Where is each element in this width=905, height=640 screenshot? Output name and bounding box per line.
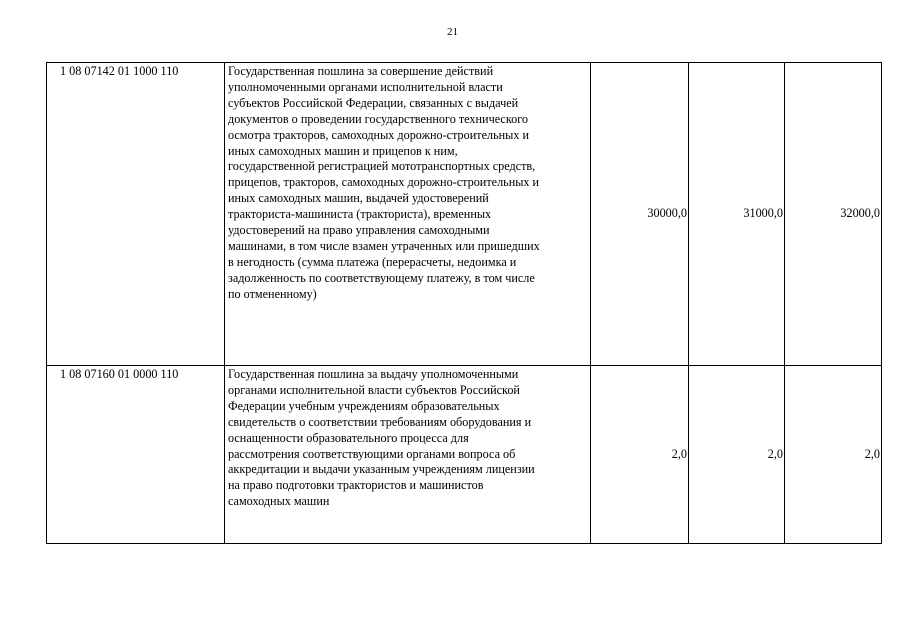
budget-code-cell: 1 08 07142 01 1000 110 bbox=[47, 63, 225, 366]
page-number: 21 bbox=[447, 26, 458, 38]
description-line: документов о проведении государственного технического bbox=[228, 111, 529, 126]
description-line: задолженность по соответствующему платежу, в том числе bbox=[228, 270, 535, 285]
description-line: свидетельств о соответствии требованиям оборудования и bbox=[228, 414, 532, 429]
value-cell-2: 2,0 bbox=[689, 366, 785, 544]
description-line: Государственная пошлина за выдачу уполномоченными bbox=[228, 367, 519, 381]
value-cell-3: 2,0 bbox=[785, 366, 882, 544]
description-line: по отмененному) bbox=[228, 286, 317, 301]
value-cell-3: 32000,0 bbox=[785, 63, 882, 366]
budget-code-cell: 1 08 07160 01 0000 110 bbox=[47, 366, 225, 544]
table-row bbox=[47, 63, 882, 366]
description-line: рассмотрения соответствующими органами вопроса об bbox=[228, 446, 516, 461]
value-cell-1: 2,0 bbox=[591, 366, 689, 544]
table-row bbox=[47, 366, 882, 544]
description-line: прицепов, тракторов, самоходных дорожно-строительных и bbox=[228, 175, 540, 190]
description-line: иных самоходных машин и прицепов к ним, bbox=[228, 143, 458, 158]
description-line: Федерации учебным учреждениям образовательных bbox=[228, 398, 500, 413]
description-line: субъектов Российской Федерации, связанных с выдачей bbox=[228, 95, 519, 110]
budget-table bbox=[46, 62, 882, 544]
value-cell-1: 30000,0 bbox=[591, 63, 689, 366]
description-cell bbox=[225, 63, 591, 366]
description-line: государственной регистрацией мототранспортных средств, bbox=[228, 159, 536, 174]
description-line: Государственная пошлина за совершение действий bbox=[228, 64, 494, 78]
value-cell-2: 31000,0 bbox=[689, 63, 785, 366]
description-line: в негодность (сумма платежа (перерасчеты, недоимка и bbox=[228, 254, 517, 269]
description-line: машинами, в том числе взамен утраченных или пришедших bbox=[228, 238, 540, 253]
description-line: осмотра тракторов, самоходных дорожно-строительных и bbox=[228, 127, 530, 142]
description-line: тракториста-машиниста (тракториста), временных bbox=[228, 207, 492, 222]
description-line: иных самоходных машин, выдачей удостоверений bbox=[228, 191, 489, 206]
description-line: на право подготовки трактористов и машинистов bbox=[228, 478, 484, 493]
description-line: самоходных машин bbox=[228, 494, 330, 509]
description-line: органами исполнительной власти субъектов Российской bbox=[228, 382, 520, 397]
description-line: аккредитации и выдачи указанным учреждениям лицензии bbox=[228, 462, 535, 477]
description-line: оснащенности образовательного процесса для bbox=[228, 430, 469, 445]
description-line: уполномоченными органами исполнительной власти bbox=[228, 79, 503, 94]
description-line: удостоверений на право управления самоходными bbox=[228, 223, 490, 238]
description-cell bbox=[225, 366, 591, 544]
